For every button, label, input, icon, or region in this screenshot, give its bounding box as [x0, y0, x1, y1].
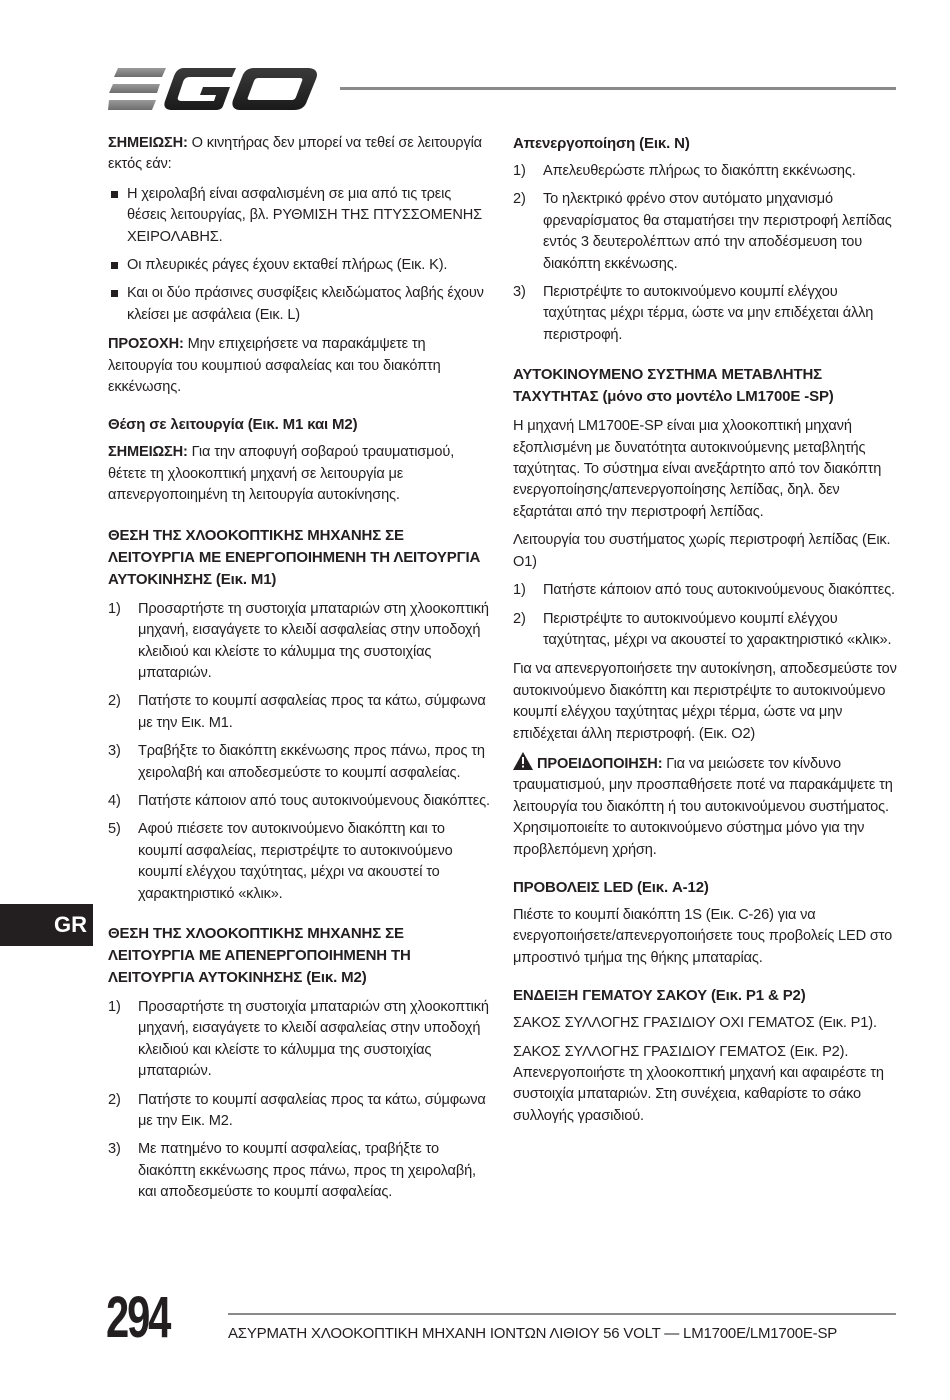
- list-item: [108, 599, 490, 685]
- note-text: Για την αποφυγή σοβαρού τραυματισμού, θέτετε τη χλοοκοπτική μηχανή σε λειτουργία με απενεργοποιημένη τη λειτουργία αυτοκίνησης.: [108, 444, 455, 504]
- paragraph: ΣΑΚΟΣ ΣΥΛΛΟΓΗΣ ΓΡΑΣΙΔΙΟΥ ΟΧΙ ΓΕΜΑΤΟΣ (Εικ. P1).: [513, 1015, 877, 1032]
- step-number: 1): [513, 582, 526, 599]
- list-item: Η χειρολαβή είναι ασφαλισμένη σε μια από τις τρεις θέσεις λειτουργίας, βλ. ΡΥΘΜΙΣΗ ΤΗΣ ΠΤΥΣΣΟΜΕΝΗΣ ΧΕΙΡΟΛΑΒΗΣ.: [108, 184, 490, 248]
- paragraph: Η μηχανή LM1700E-SP είναι μια χλοοκοπτική μηχανή εξοπλισμένη με δυνατότητα αυτοκινούμενης μεταβλητής ταχύτητας. Το σύστημα είναι ανεξάρτητο από τον διακόπτη ενεργοποίησης/απενεργοποίησης λεπίδας, δηλ. δεν εξαρτάται από την περιστροφή λεπίδας.: [513, 418, 882, 520]
- paragraph: Λειτουργία του συστήματος χωρίς περιστροφή λεπίδας (Εικ. O1): [513, 532, 891, 570]
- section-heading-drive-on: ΘΕΣΗ ΤΗΣ ΧΛΟΟΚΟΠΤΙΚΗΣ ΜΗΧΑΝΗΣ ΣΕ ΛΕΙΤΟΥΡΓΙΑ ΜΕ ΕΝΕΡΓΟΠΟΙΗΜΕΝΗ ΤΗ ΛΕΙΤΟΥΡΓΙΑ ΑΥΤΟΚΙΝΗΣΗΣ (Εικ. M1): [108, 526, 481, 588]
- note-label: ΣΗΜΕΙΩΣΗ:: [108, 135, 188, 151]
- section-heading-bag: ΕΝΔΕΙΞΗ ΓΕΜΑΤΟΥ ΣΑΚΟΥ (Εικ. P1 & P2): [513, 987, 806, 1005]
- step-text: Πατήστε κάποιον από τους αυτοκινούμενους διακόπτες.: [138, 792, 490, 809]
- list-item: Και οι δύο πράσινες συσφίξεις κλειδώματος λαβής έχουν κλείσει με ασφάλεια (Εικ. L): [108, 283, 490, 326]
- header-rule: [340, 87, 896, 90]
- note-self-propel: [108, 442, 490, 506]
- right-column: [513, 133, 897, 1134]
- step-number: 1): [108, 998, 121, 1015]
- note-motor: [108, 133, 490, 176]
- step-number: 2): [513, 191, 526, 208]
- steps-drive-on: [108, 599, 490, 905]
- section-heading-self-propelled: ΑΥΤΟΚΙΝΟΥΜΕΝΟ ΣΥΣΤΗΜΑ ΜΕΤΑΒΛΗΤΗΣ ΤΑΧΥΤΗΤΑΣ (μόνο στο μοντέλο LM1700E -SP): [513, 366, 834, 406]
- footer-title: ΑΣΥΡΜΑΤΗ ΧΛΟΟΚΟΠΤΙΚΗ ΜΗΧΑΝΗ ΙΟΝΤΩΝ ΛΙΘΙΟΥ 56 VOLT — LM1700E/LM1700E-SP: [228, 1325, 838, 1342]
- warning-triangle-icon: [513, 752, 533, 770]
- list-item: [513, 282, 897, 346]
- steps-self-propelled: [513, 580, 897, 651]
- section-heading-drive-off: ΘΕΣΗ ΤΗΣ ΧΛΟΟΚΟΠΤΙΚΗΣ ΜΗΧΑΝΗΣ ΣΕ ΛΕΙΤΟΥΡΓΙΑ ΜΕ ΑΠΕΝΕΡΓΟΠΟΙΗΜΕΝΗ ΤΗ ΛΕΙΤΟΥΡΓΙΑ ΑΥΤΟΚΙΝΗΣΗΣ (Εικ. M2): [108, 924, 411, 986]
- condition-list: [108, 184, 490, 326]
- step-number: 1): [108, 600, 121, 617]
- step-number: 4): [108, 792, 121, 809]
- step-number: 2): [513, 610, 526, 627]
- warning-paragraph: [513, 752, 897, 861]
- list-item: [108, 1090, 490, 1133]
- section-heading-stop: Απενεργοποίηση (Εικ. N): [513, 135, 690, 152]
- language-tab-label: GR: [54, 912, 87, 937]
- step-number: 3): [108, 743, 121, 760]
- step-number: 5): [108, 821, 121, 838]
- step-text: Με πατημένο το κουμπί ασφαλείας, τραβήξτε το διακόπτη εκκένωσης προς πάνω, προς τη χειρολαβή, και αποδεσμεύστε το κουμπί ασφαλείας.: [138, 1141, 476, 1201]
- step-number: 3): [108, 1141, 121, 1158]
- ego-logo: [108, 64, 320, 114]
- list-item: [108, 791, 490, 812]
- step-text: Πατήστε το κουμπί ασφαλείας προς τα κάτω, σύμφωνα με την Εικ. M2.: [138, 1091, 486, 1129]
- steps-drive-off: [108, 997, 490, 1204]
- step-text: Αφού πιέσετε τον αυτοκινούμενο διακόπτη και το κουμπί ασφαλείας, περιστρέψτε το αυτοκινούμενο κουμπί ελέγχου ταχύτητας, μέχρι να ακουστεί το χαρακτηριστικό «κλικ».: [138, 821, 453, 902]
- step-number: 2): [108, 1091, 121, 1108]
- page-number: 294: [106, 1285, 170, 1350]
- list-item: Οι πλευρικές ράγες έχουν εκταθεί πλήρως (Εικ. K).: [108, 255, 490, 276]
- step-text: Προσαρτήστε τη συστοιχία μπαταριών στη χλοοκοπτική μηχανή, εισαγάγετε το κλειδί ασφαλείας στην υποδοχή κλειδιού και κλείστε το κάλυμμα της συστοιχίας μπαταριών.: [138, 600, 489, 681]
- list-item: [513, 609, 897, 652]
- warning-text: Για να μειώσετε τον κίνδυνο τραυματισμού, μην προσπαθήσετε ποτέ να παρακάμψετε τη λειτουργία του διακόπτη ή του αυτοκινούμενου συστήματος. Χρησιμοποιείτε το αυτοκινούμενο σύστημα μόνο για την προβλεπόμενη χρήση.: [513, 755, 893, 858]
- list-item: [513, 189, 897, 275]
- note-text: Ο κινητήρας δεν μπορεί να τεθεί σε λειτουργία εκτός εάν:: [108, 135, 482, 173]
- list-item: [513, 580, 897, 601]
- section-heading-led: ΠΡΟΒΟΛΕΙΣ LED (Εικ. A-12): [513, 878, 709, 896]
- paragraph: Για να απενεργοποιήσετε την αυτοκίνηση, αποδεσμεύστε τον αυτοκινούμενο διακόπτη και περιστρέψτε το αυτοκινούμενο κουμπί ελέγχου ταχύτητας μέχρι τέρμα, ώστε να μην επιδέχεται άλλη περιστροφή. (Εικ. O2): [513, 661, 897, 742]
- step-text: Προσαρτήστε τη συστοιχία μπαταριών στη χλοοκοπτική μηχανή, εισαγάγετε το κλειδί ασφαλείας στην υποδοχή κλειδιού και κλείστε το κάλυμμα της συστοιχίας μπαταριών.: [138, 998, 489, 1080]
- list-item: [108, 741, 490, 784]
- caution-label: ΠΡΟΣΟΧΗ:: [108, 336, 184, 353]
- language-tab: [0, 904, 93, 946]
- section-heading-start: Θέση σε λειτουργία (Εικ. M1 και M2): [108, 416, 358, 434]
- steps-stop: [513, 161, 897, 346]
- step-text: Απελευθερώστε πλήρως το διακόπτη εκκένωσης.: [543, 163, 856, 179]
- list-item: [108, 691, 490, 734]
- list-item: [108, 997, 490, 1083]
- caution-text: Μην επιχειρήσετε να παρακάμψετε τη λειτουργία του κουμπιού ασφαλείας και του διακόπτη εκκένωσης.: [108, 336, 441, 396]
- step-text: Περιστρέψτε το αυτοκινούμενο κουμπί ελέγχου ταχύτητας μέχρι τέρμα, ώστε να μην επιδέχεται άλλη περιστροφή.: [543, 284, 874, 343]
- list-item: [108, 819, 490, 905]
- step-text: Περιστρέψτε το αυτοκινούμενο κουμπί ελέγχου ταχύτητας, μέχρι να ακουστεί το χαρακτηριστικό «κλικ».: [543, 610, 892, 648]
- step-text: Τραβήξτε το διακόπτη εκκένωσης προς πάνω, προς τη χειρολαβή και αποδεσμεύστε το κουμπί ασφαλείας.: [138, 743, 485, 781]
- step-number: 1): [513, 163, 526, 179]
- list-item: [513, 161, 897, 182]
- footer-rule: [228, 1313, 896, 1315]
- caution-paragraph: [108, 334, 490, 398]
- step-text: Πατήστε κάποιον από τους αυτοκινούμενους διακόπτες.: [543, 582, 895, 599]
- warning-label: ΠΡΟΕΙΔΟΠΟΙΗΣΗ:: [537, 755, 663, 772]
- step-number: 2): [108, 693, 121, 710]
- note-label: ΣΗΜΕΙΩΣΗ:: [108, 444, 188, 461]
- list-item: [108, 1139, 490, 1203]
- step-text: Το ηλεκτρικό φρένο στον αυτόματο μηχανισμό φρεναρίσματος θα σταματήσει την περιστροφή λεπίδας εντός 3 δευτερολέπτων από την αποδέσμευση του διακόπτη εκκένωσης.: [543, 191, 892, 272]
- left-column: [108, 133, 490, 1212]
- step-number: 3): [513, 284, 526, 301]
- paragraph: Πιέστε το κουμπί διακόπτη 1S (Εικ. C-26) για να ενεργοποιήσετε/απενεργοποιήσετε τους προβολείς LED στο μπροστινό τμήμα της θήκης μπαταρίας.: [513, 906, 893, 966]
- paragraph: ΣΑΚΟΣ ΣΥΛΛΟΓΗΣ ΓΡΑΣΙΔΙΟΥ ΓΕΜΑΤΟΣ (Εικ. P2). Απενεργοποιήστε τη χλοοκοπτική μηχανή και αφαιρέστε τη συστοιχία μπαταριών. Στη συνέχεια, καθαρίστε το σάκο συλλογής γρασιδιού.: [513, 1043, 884, 1124]
- step-text: Πατήστε το κουμπί ασφαλείας προς τα κάτω, σύμφωνα με την Εικ. M1.: [138, 693, 486, 731]
